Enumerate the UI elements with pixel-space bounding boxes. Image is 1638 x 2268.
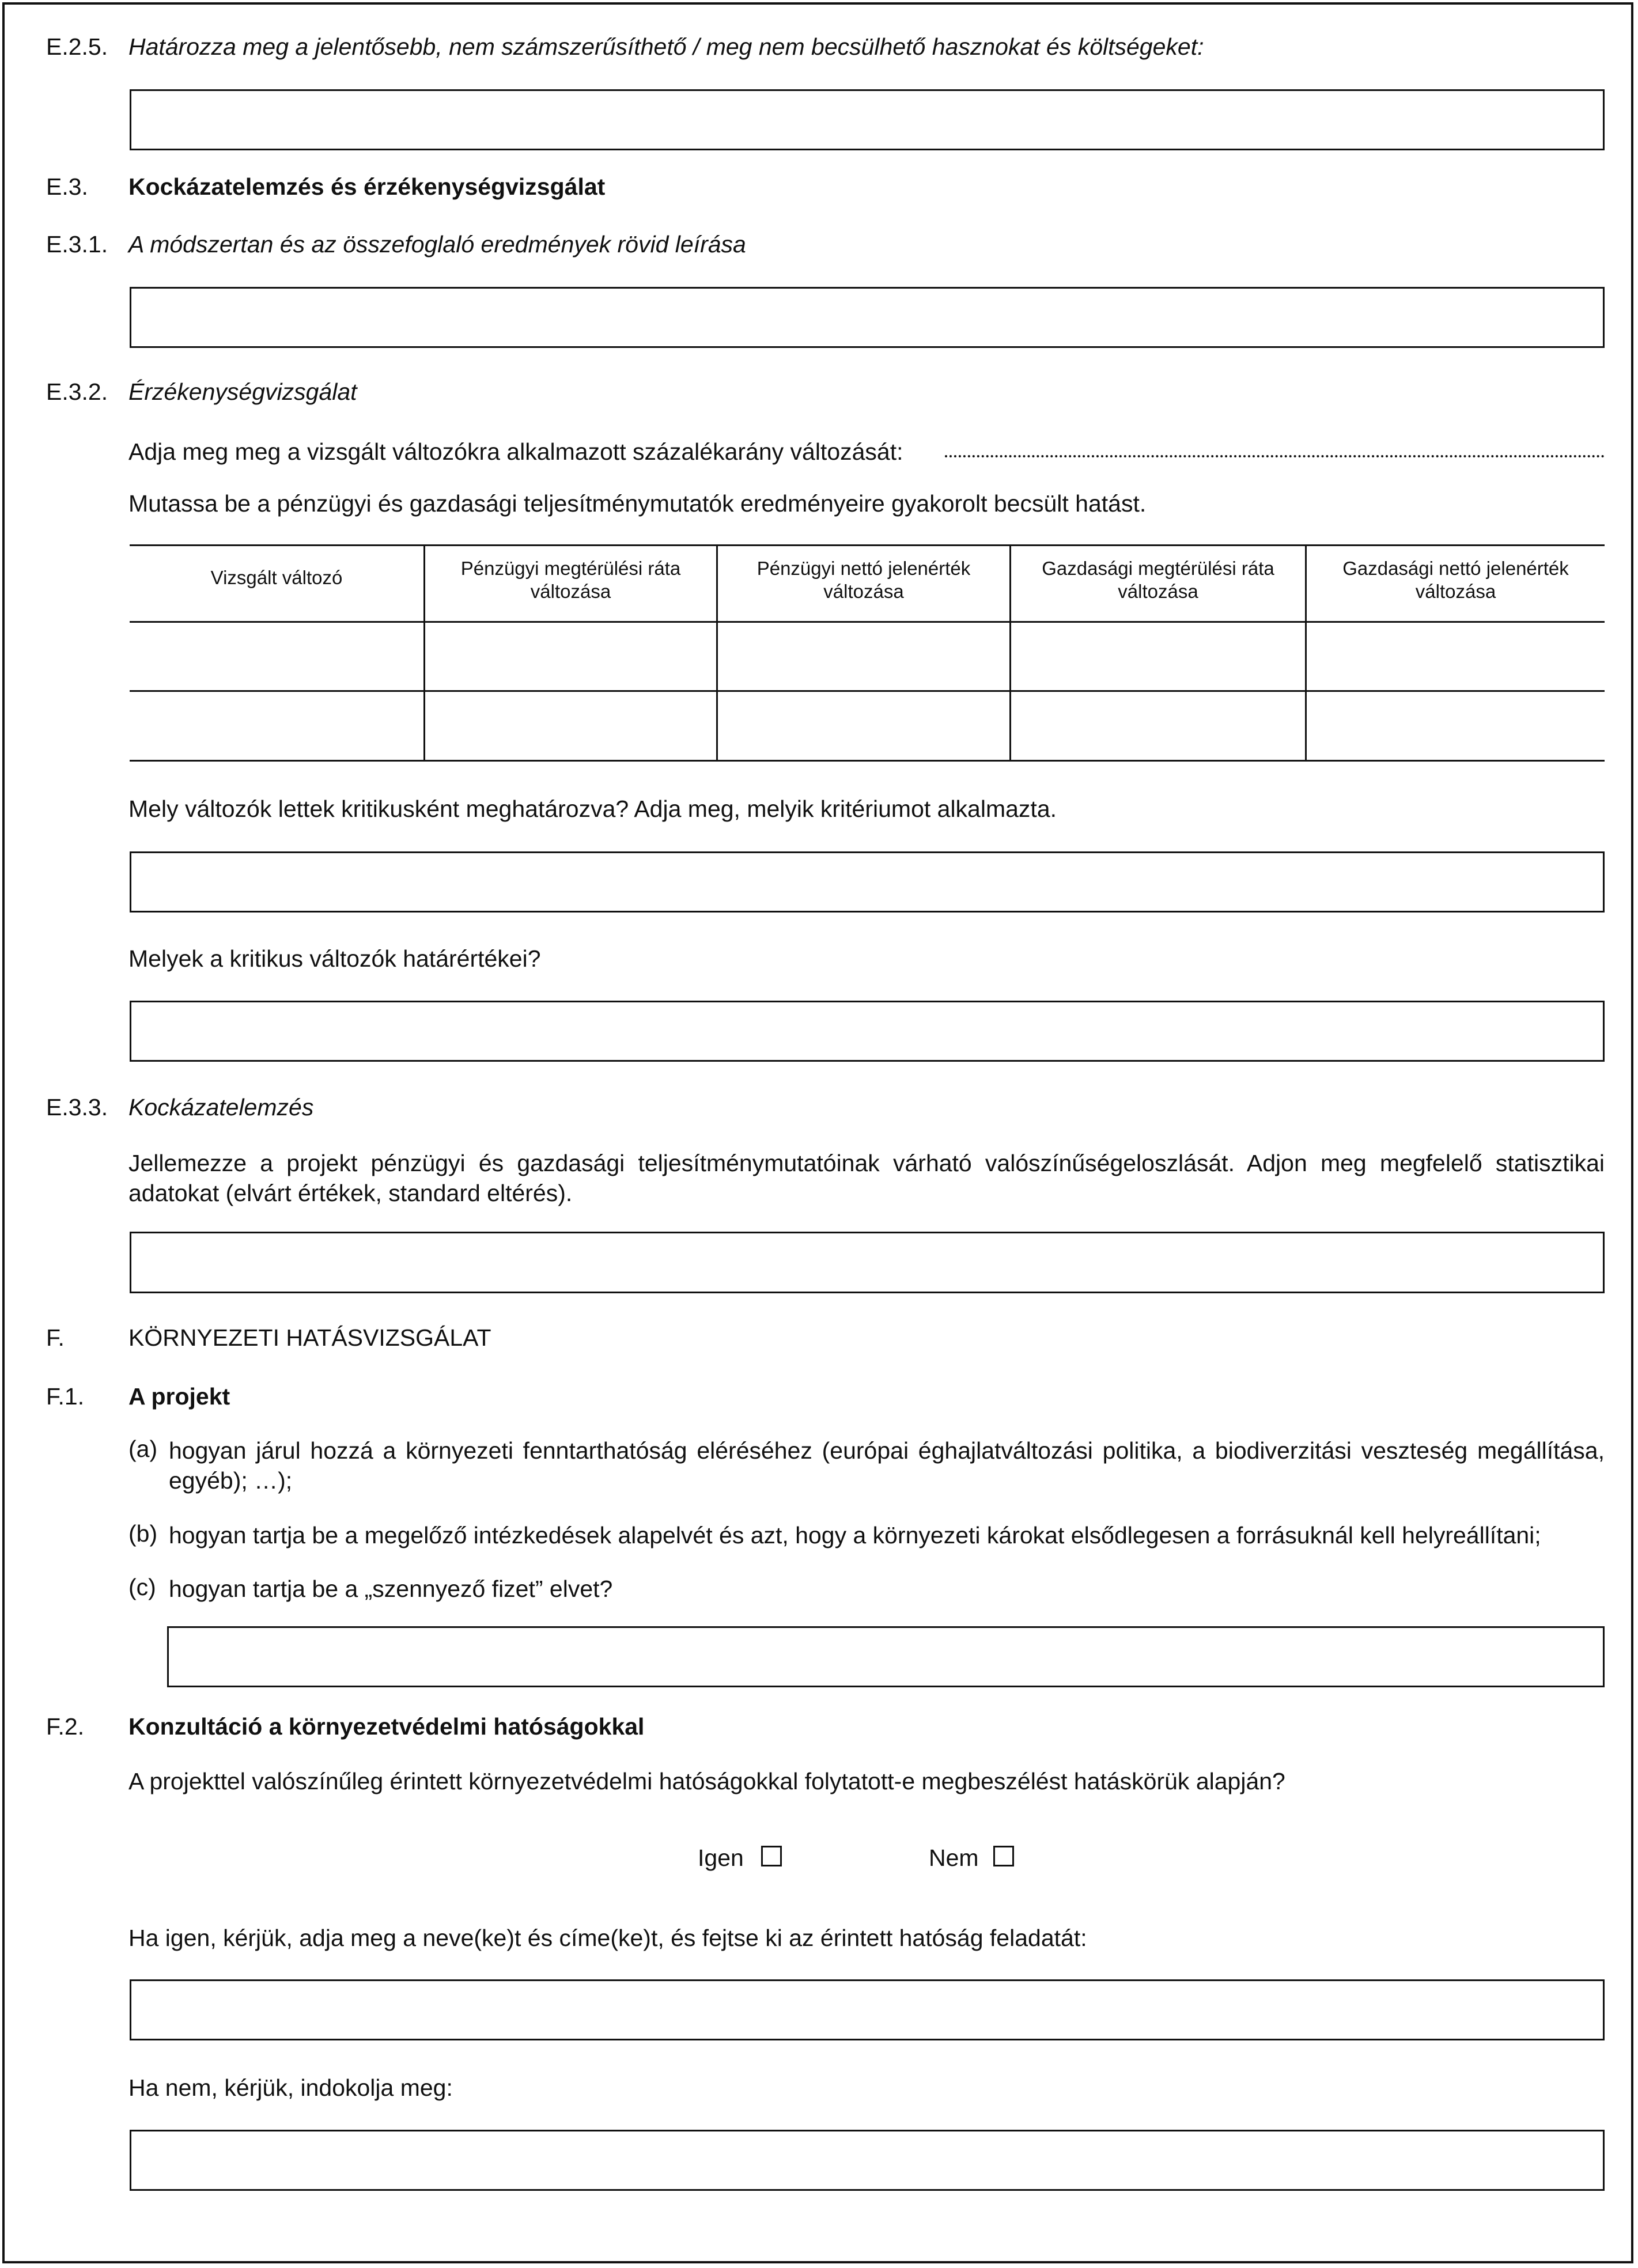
impact-prompt: Mutassa be a pénzügyi és gazdasági teljesítménymutatók eredményeire gyakorolt becsült hatást. [128,490,1147,517]
list-item-label: (a) [128,1436,158,1462]
section-title-e3: Kockázatelemzés és érzékenységvizsgálat [128,173,606,200]
table-cell[interactable] [718,692,1009,760]
answer-box-thresholds[interactable] [130,1001,1605,1062]
section-number-e32: E.3.2. [46,378,108,405]
section-number-e33: E.3.3. [46,1094,108,1120]
percent-change-fill-line[interactable] [945,438,1605,457]
answer-box-if-no[interactable] [130,2130,1605,2191]
section-title-f: KÖRNYEZETI HATÁSVIZSGÁLAT [128,1324,491,1351]
critical-variables-question: Mely változók lettek kritikusként meghatározva? Adja meg, melyik kritériumot alkalmazta. [128,796,1057,822]
answer-box-critical-variables[interactable] [130,851,1605,912]
section-number-e25: E.2.5. [46,33,108,60]
table-top-rule [130,544,1605,546]
section-title-e31: A módszertan és az összefoglaló eredmények rövid leírása [128,231,746,258]
answer-box-e25[interactable] [130,89,1605,150]
threshold-question: Melyek a kritikus változók határértékei? [128,945,541,972]
answer-box-f1[interactable] [167,1626,1605,1687]
risk-analysis-description: Jellemezze a projekt pénzügyi és gazdasági teljesítménymutatóinak várható valószínűségeloszlását. Adjon meg megfelelő statisztikai adatokat (elvárt értékek, standard eltérés). [128,1150,1605,1207]
table-header-variable: Vizsgált változó [210,567,343,588]
section-number-e31: E.3.1. [46,231,108,258]
answer-box-if-yes[interactable] [130,1979,1605,2040]
sensitivity-table [130,544,1605,763]
table-header-financial-npv: Pénzügyi nettó jelenérték változása [756,558,971,602]
list-item-text: hogyan járul hozzá a környezeti fenntarthatóság eléréséhez (európai éghajlatváltozási politika, a biodiverzitási veszteség megállítása, egyéb); …); [169,1437,1605,1494]
table-cell[interactable] [130,692,423,760]
list-item-label: (c) [128,1574,156,1600]
answer-box-e31[interactable] [130,287,1605,348]
list-item-label: (b) [128,1520,158,1547]
if-no-prompt: Ha nem, kérjük, indokolja meg: [128,2074,453,2101]
table-cell[interactable] [130,623,423,690]
table-cell[interactable] [718,623,1009,690]
percent-change-prompt: Adja meg meg a vizsgált változókra alkalmazott százalékarány változását: [128,438,903,465]
yes-checkbox[interactable] [761,1846,782,1866]
section-title-e32: Érzékenységvizsgálat [128,378,357,405]
table-cell[interactable] [425,692,716,760]
table-header-financial-irr: Pénzügyi megtérülési ráta változása [460,558,681,602]
table-cell[interactable] [1011,692,1305,760]
yes-label: Igen [698,1845,744,1871]
section-number-f1: F.1. [46,1383,85,1410]
section-title-e33: Kockázatelemzés [128,1094,314,1120]
no-label: Nem [929,1845,979,1871]
consultation-question: A projekttel valószínűleg érintett környezetvédelmi hatóságokkal folytatott-e megbeszélést hatáskörük alapján? [128,1768,1285,1794]
section-number-f2: F.2. [46,1713,85,1740]
answer-box-e33[interactable] [130,1232,1605,1293]
section-number-f: F. [46,1324,65,1351]
table-header-economic-irr: Gazdasági megtérülési ráta változása [1042,558,1274,602]
table-header-economic-npv: Gazdasági nettó jelenérték változása [1342,558,1569,602]
table-cell[interactable] [1011,623,1305,690]
list-item-text: hogyan tartja be a megelőző intézkedések alapelvét és azt, hogy a környezeti károkat elsődlegesen a forrásuknál kell helyreállítani; [169,1522,1541,1548]
table-cell[interactable] [425,623,716,690]
no-checkbox[interactable] [993,1846,1014,1866]
section-title-f1: A projekt [128,1383,230,1410]
if-yes-prompt: Ha igen, kérjük, adja meg a neve(ke)t és címe(ke)t, és fejtse ki az érintett hatóság feladatát: [128,1925,1087,1951]
table-bottom-rule [130,760,1605,762]
section-number-e3: E.3. [46,173,88,200]
table-cell[interactable] [1307,623,1605,690]
section-title-f2: Konzultáció a környezetvédelmi hatóságokkal [128,1713,645,1740]
list-item-text: hogyan tartja be a „szennyező fizet” elvet? [169,1576,613,1602]
section-title-e25: Határozza meg a jelentősebb, nem számszerűsíthető / meg nem becsülhető hasznokat és költségeket: [128,33,1204,60]
table-cell[interactable] [1307,692,1605,760]
